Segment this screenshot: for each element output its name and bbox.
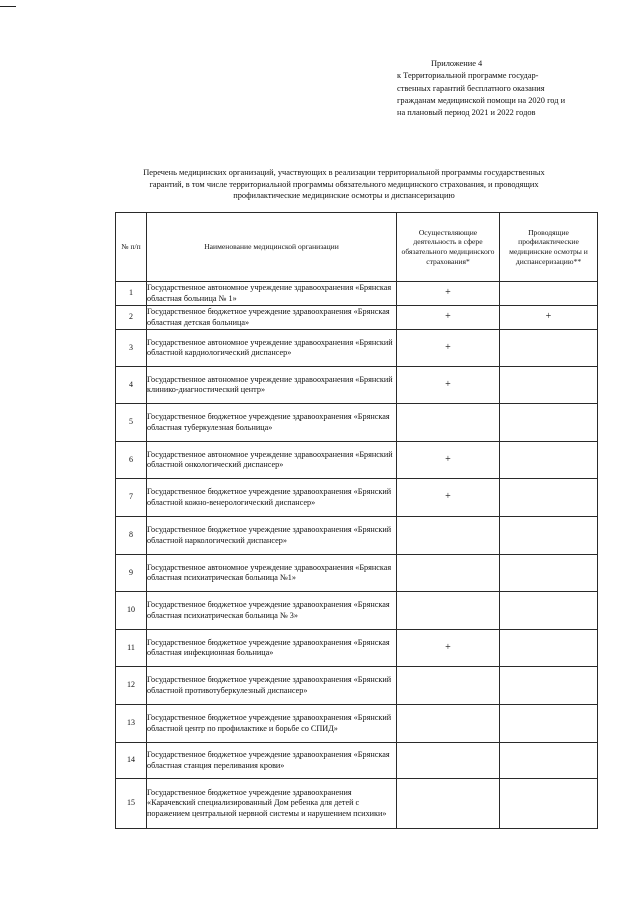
row-number: 7 [116, 479, 147, 517]
row-number: 12 [116, 667, 147, 705]
oms-mark [397, 404, 500, 442]
prof-mark [500, 630, 598, 667]
organizations-table [115, 212, 598, 829]
row-number: 10 [116, 592, 147, 630]
table-header-row [116, 213, 598, 282]
row-number: 2 [116, 306, 147, 330]
prof-mark [500, 404, 598, 442]
annex-line: к Территориальной программе государ- [397, 71, 539, 81]
document-heading [110, 167, 578, 202]
organization-name: Государственное бюджетное учреждение здравоохранения «Брянская областная психиатрическая больница № 3» [147, 592, 397, 630]
prof-mark [500, 705, 598, 743]
row-number: 14 [116, 743, 147, 779]
organization-name: Государственное бюджетное учреждение здравоохранения «Карачевский специализированный Дом ребенка для детей с поражением центральной нервной системы и нарушением психики» [147, 779, 397, 829]
oms-mark [397, 779, 500, 829]
table-row [116, 367, 598, 404]
header-prof: Проводящие профилактические медицинские осмотры и диспансеризацию** [500, 213, 598, 282]
table-row [116, 517, 598, 555]
oms-mark: + [397, 330, 500, 367]
row-number: 5 [116, 404, 147, 442]
table-row [116, 404, 598, 442]
row-number: 15 [116, 779, 147, 829]
header-num: № п/п [116, 213, 147, 282]
table-row [116, 743, 598, 779]
table-row [116, 779, 598, 829]
organization-name: Государственное автономное учреждение здравоохранения «Брянская областная больница № 1» [147, 282, 397, 306]
organization-name: Государственное бюджетное учреждение здравоохранения «Брянский областной центр по профилактике и борьбе со СПИД» [147, 705, 397, 743]
header-name: Наименование медицинской организации [147, 213, 397, 282]
row-number: 6 [116, 442, 147, 479]
oms-mark: + [397, 630, 500, 667]
oms-mark: + [397, 282, 500, 306]
prof-mark [500, 779, 598, 829]
table-row [116, 442, 598, 479]
annex-note [397, 58, 632, 119]
row-number: 8 [116, 517, 147, 555]
row-number: 9 [116, 555, 147, 592]
organization-name: Государственное бюджетное учреждение здравоохранения «Брянский областной кожно-венерологический диспансер» [147, 479, 397, 517]
header-oms: Осуществляющие деятельность в сфере обязательного медицинского страхования* [397, 213, 500, 282]
oms-mark [397, 517, 500, 555]
oms-mark: + [397, 479, 500, 517]
table-row [116, 282, 598, 306]
prof-mark [500, 517, 598, 555]
corner-mark [0, 6, 16, 7]
organization-name: Государственное бюджетное учреждение здравоохранения «Брянская областная станция переливания крови» [147, 743, 397, 779]
row-number: 1 [116, 282, 147, 306]
organization-name: Государственное бюджетное учреждение здравоохранения «Брянская областная детская больница» [147, 306, 397, 330]
organization-name: Государственное автономное учреждение здравоохранения «Брянский областной кардиологический диспансер» [147, 330, 397, 367]
organization-name: Государственное бюджетное учреждение здравоохранения «Брянский областной наркологический диспансер» [147, 517, 397, 555]
prof-mark [500, 330, 598, 367]
row-number: 11 [116, 630, 147, 667]
organization-name: Государственное бюджетное учреждение здравоохранения «Брянская областная туберкулезная больница» [147, 404, 397, 442]
annex-line: ственных гарантий бесплатного оказания [397, 83, 545, 93]
table-row [116, 630, 598, 667]
organization-name: Государственное автономное учреждение здравоохранения «Брянский клинико-диагностический центр» [147, 367, 397, 404]
prof-mark [500, 282, 598, 306]
row-number: 3 [116, 330, 147, 367]
table-row [116, 330, 598, 367]
row-number: 4 [116, 367, 147, 404]
heading-line: гарантий, в том числе территориальной программы обязательного медицинского страхования, и проводящих [149, 179, 539, 189]
heading-line: Перечень медицинских организаций, участвующих в реализации территориальной программы государственных [143, 168, 545, 177]
table-row [116, 667, 598, 705]
table-row [116, 479, 598, 517]
organization-name: Государственное автономное учреждение здравоохранения «Брянский областной онкологический диспансер» [147, 442, 397, 479]
table-row [116, 705, 598, 743]
annex-line: гражданам медицинской помощи на 2020 год и [397, 95, 566, 105]
prof-mark [500, 667, 598, 705]
organization-name: Государственное бюджетное учреждение здравоохранения «Брянский областной противотуберкулезный диспансер» [147, 667, 397, 705]
oms-mark: + [397, 367, 500, 404]
oms-mark [397, 555, 500, 592]
oms-mark [397, 705, 500, 743]
organization-name: Государственное автономное учреждение здравоохранения «Брянская областная психиатрическая больница №1» [147, 555, 397, 592]
heading-line: профилактические медицинские осмотры и диспансеризацию [233, 191, 455, 201]
oms-mark: + [397, 442, 500, 479]
table-row [116, 555, 598, 592]
prof-mark [500, 442, 598, 479]
annex-line: на плановый период 2021 и 2022 годов [397, 108, 536, 118]
prof-mark: + [500, 306, 598, 330]
oms-mark: + [397, 306, 500, 330]
oms-mark [397, 743, 500, 779]
prof-mark [500, 743, 598, 779]
prof-mark [500, 367, 598, 404]
oms-mark [397, 592, 500, 630]
table-row [116, 306, 598, 330]
organization-name: Государственное бюджетное учреждение здравоохранения «Брянская областная инфекционная больница» [147, 630, 397, 667]
annex-line: Приложение 4 [431, 59, 483, 68]
oms-mark [397, 667, 500, 705]
prof-mark [500, 592, 598, 630]
table-row [116, 592, 598, 630]
prof-mark [500, 479, 598, 517]
prof-mark [500, 555, 598, 592]
row-number: 13 [116, 705, 147, 743]
